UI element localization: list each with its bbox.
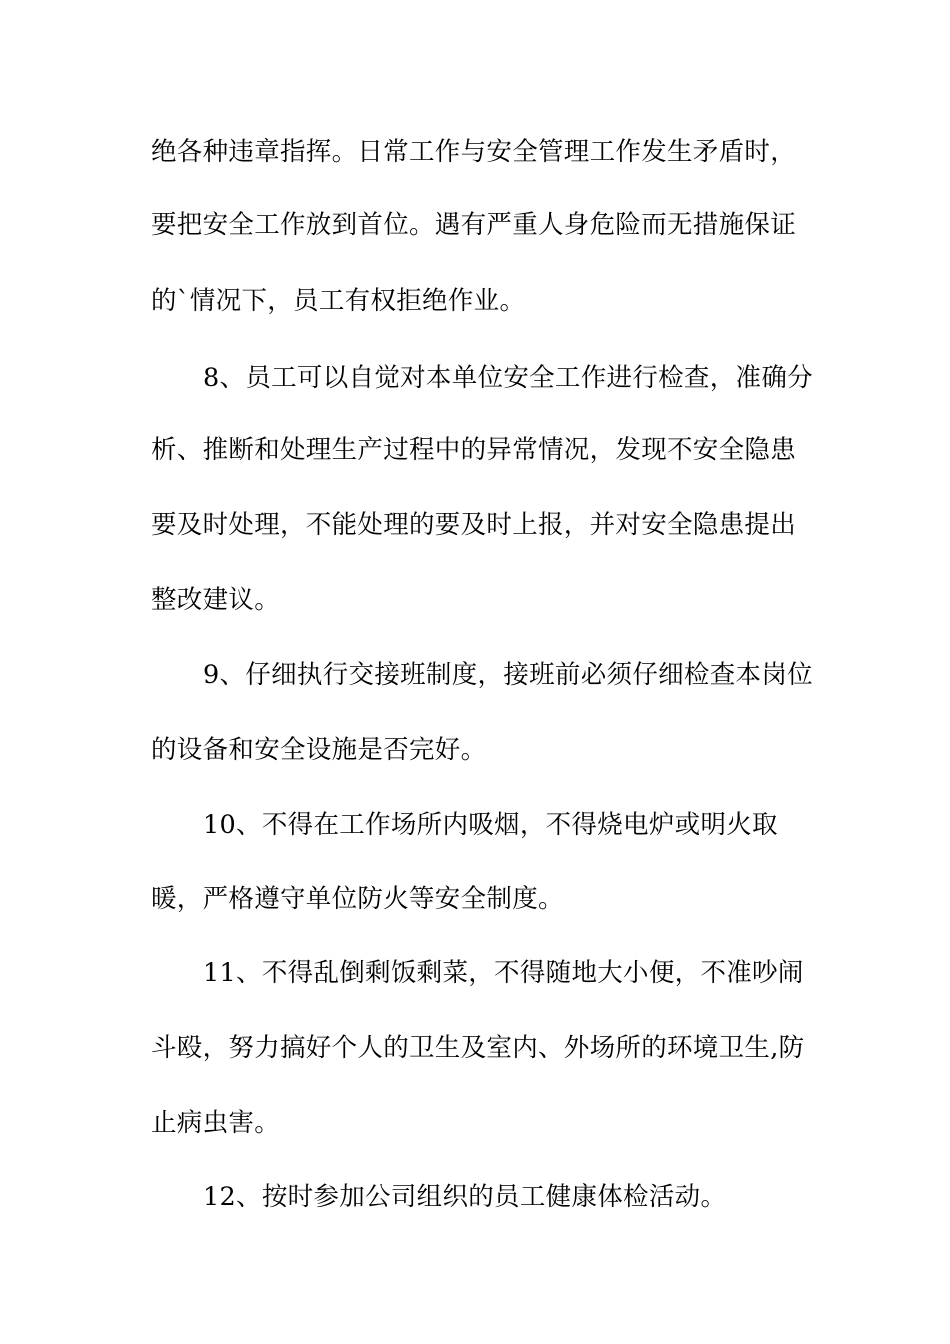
paragraph-9-line: 9、仔细执行交接班制度，接班前必须仔细检查本岗位 — [203, 660, 813, 690]
paragraph-10-line: 10、不得在工作场所内吸烟，不得烧电炉或明火取 — [203, 810, 778, 840]
paragraph-12-line: 12、按时参加公司组织的员工健康体检活动。 — [203, 1182, 727, 1212]
text-line: 斗殴，努力搞好个人的卫生及室内、外场所的环境卫生,防 — [151, 1033, 805, 1063]
text-line: 的`情况下，员工有权拒绝作业。 — [151, 286, 526, 316]
paragraph-8-line: 8、员工可以自觉对本单位安全工作进行检查，准确分 — [203, 363, 813, 393]
text-line: 整改建议。 — [151, 585, 281, 615]
text-line: 要把安全工作放到首位。遇有严重人身危险而无措施保证 — [151, 210, 797, 240]
text-line: 绝各种违章指挥。日常工作与安全管理工作发生矛盾时， — [151, 137, 797, 167]
text-line: 要及时处理，不能处理的要及时上报，并对安全隐患提出 — [151, 510, 797, 540]
text-line: 暖，严格遵守单位防火等安全制度。 — [151, 884, 564, 914]
text-line: 的设备和安全设施是否完好。 — [151, 735, 487, 765]
text-line: 析、推断和处理生产过程中的异常情况，发现不安全隐患 — [151, 435, 797, 465]
paragraph-11-line: 11、不得乱倒剩饭剩菜，不得随地大小便，不准吵闹 — [203, 958, 804, 988]
text-line: 止病虫害。 — [151, 1108, 281, 1138]
